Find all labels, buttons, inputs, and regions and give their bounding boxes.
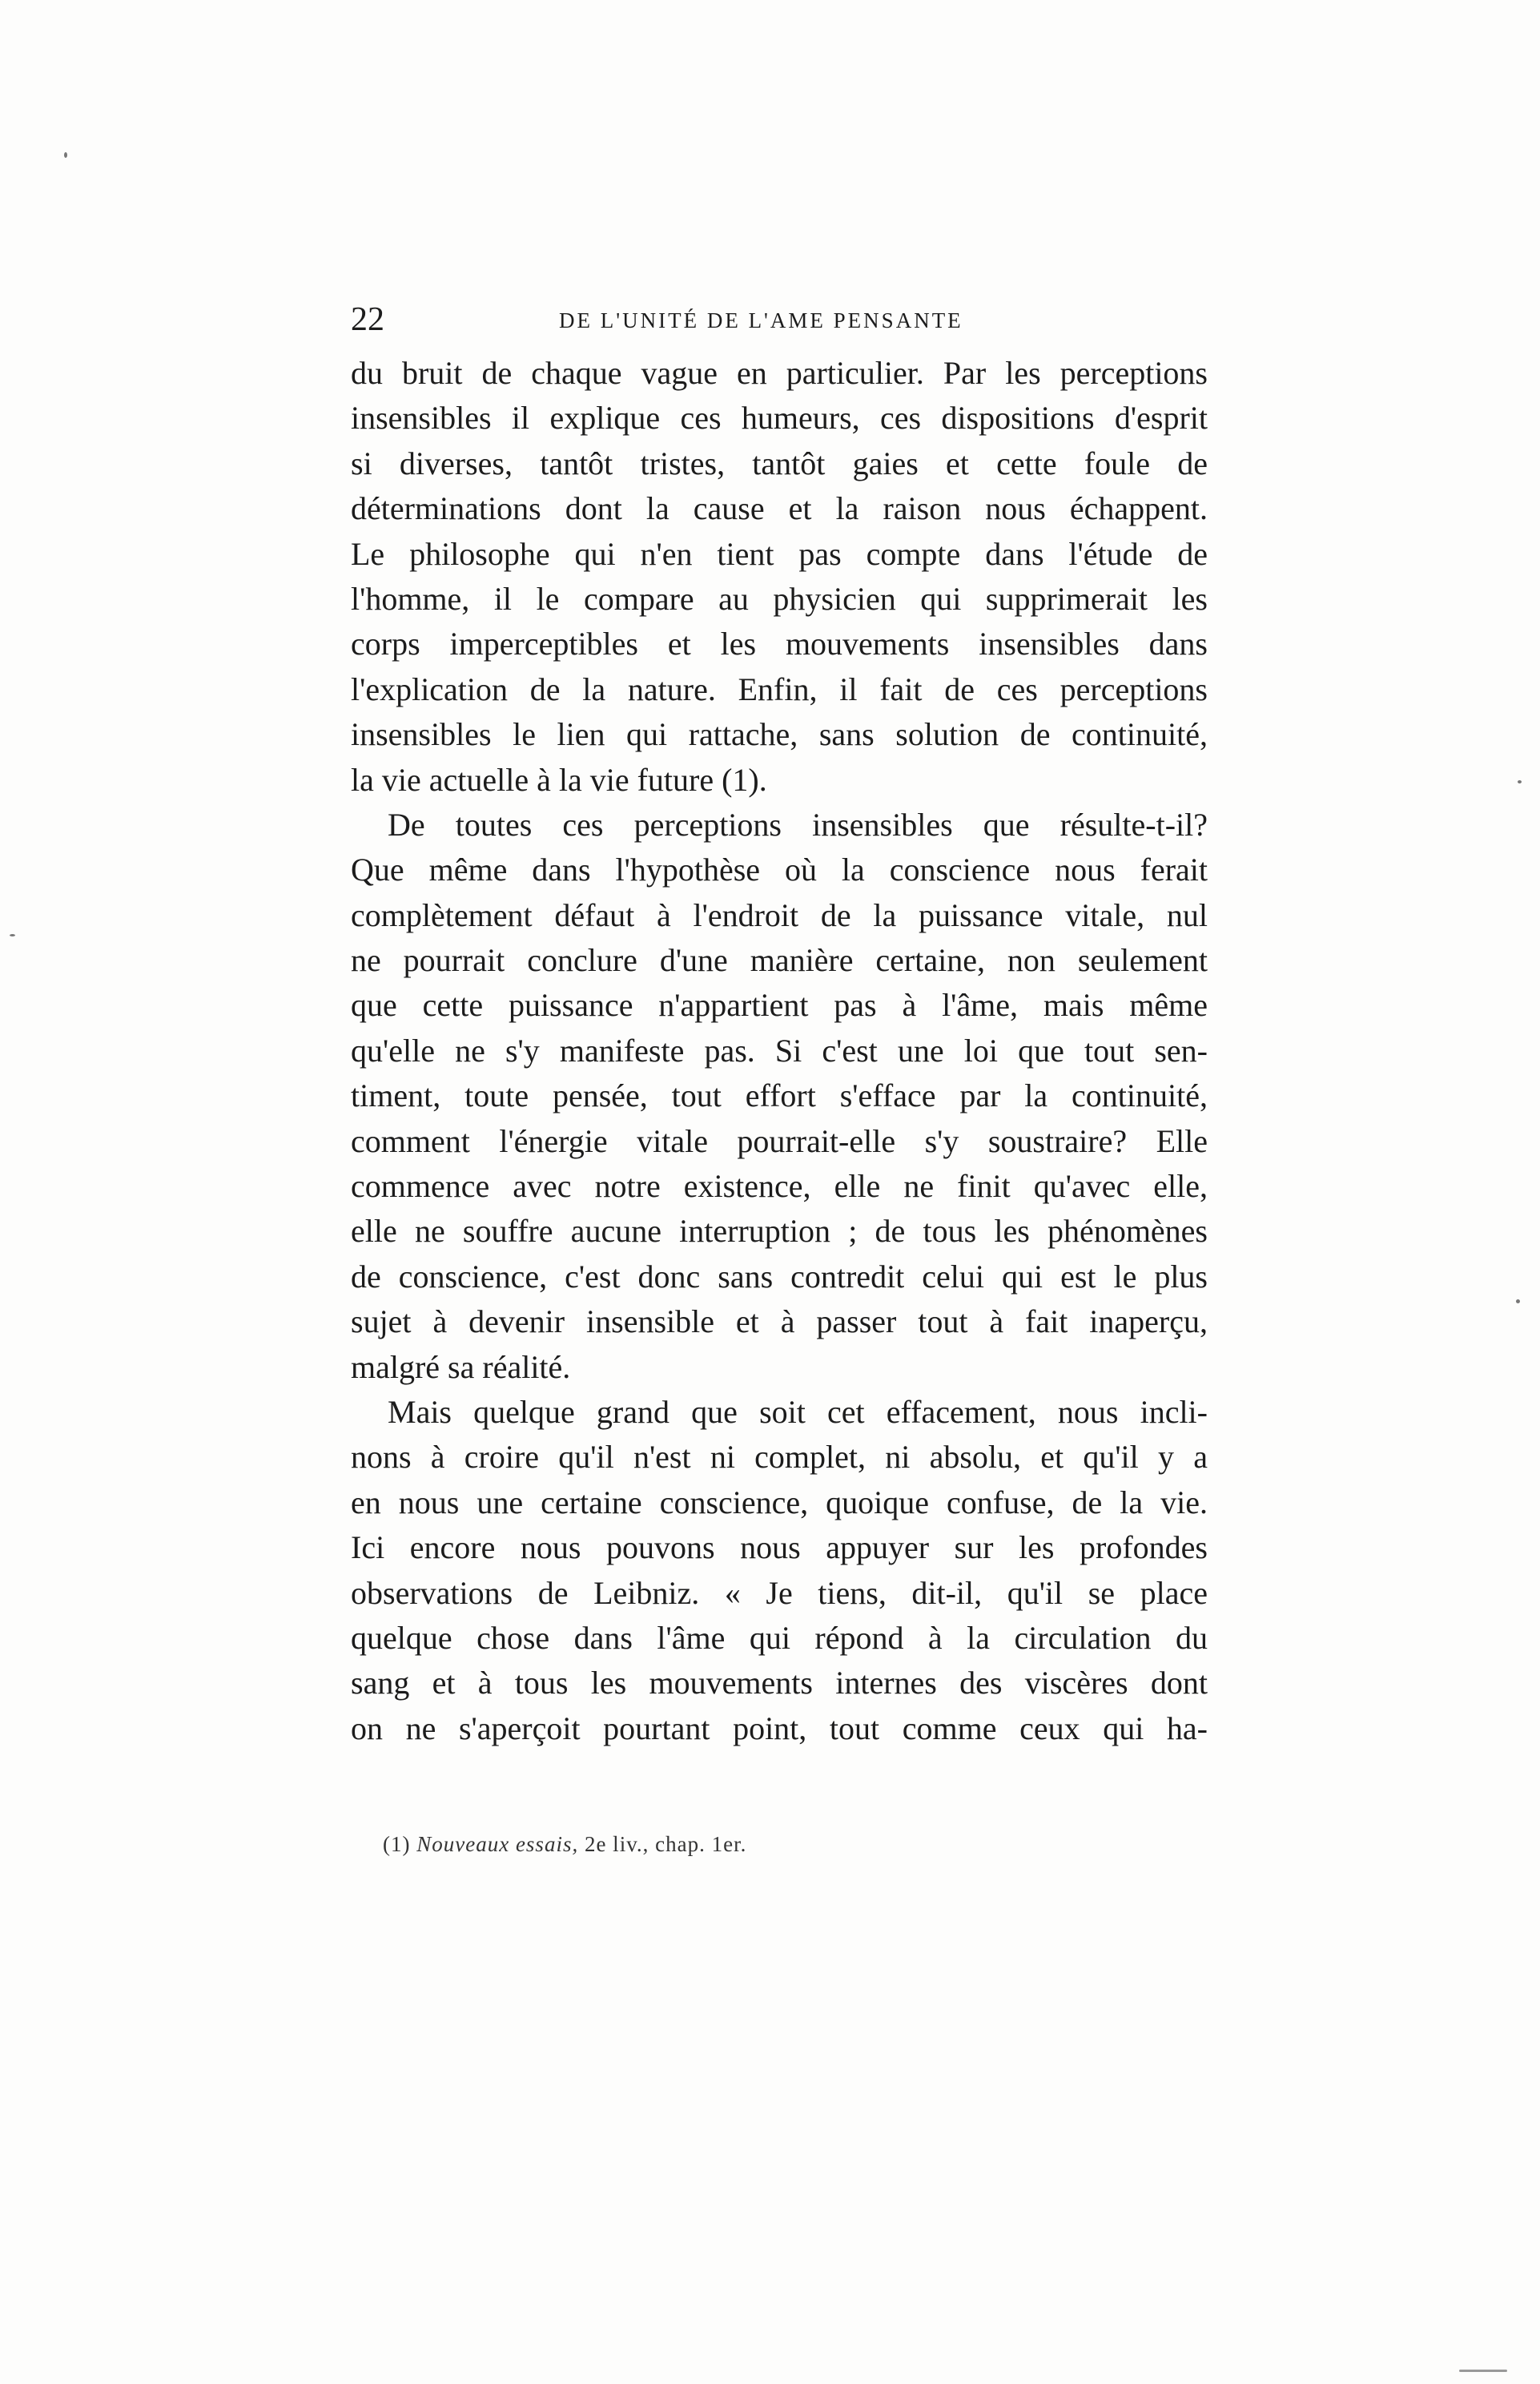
- text-line: en nous une certaine conscience, quoique confuse, de la vie.: [351, 1484, 1208, 1520]
- text-line: complètement défaut à l'endroit de la puissance vitale, nul: [351, 896, 1208, 933]
- text-line: nons à croire qu'il n'est ni complet, ni absolu, et qu'il y a: [351, 1439, 1208, 1476]
- paragraph-start-line: De toutes ces perceptions insensibles que résulte-t-il?: [388, 806, 1208, 843]
- text-line: Le philosophe qui n'en tient pas compte dans l'étude de: [351, 535, 1208, 572]
- text-line: de conscience, c'est donc sans contredit celui qui est le plus: [351, 1258, 1208, 1295]
- footnote: [383, 1828, 746, 1860]
- scan-speck: [64, 152, 67, 158]
- scan-speck: [1518, 780, 1522, 783]
- text-line: l'homme, il le compare au physicien qui supprimerait les: [351, 580, 1208, 617]
- text-line: on ne s'aperçoit pourtant point, tout comme ceux qui ha-: [351, 1709, 1208, 1746]
- text-line: malgré sa réalité.: [351, 1348, 571, 1385]
- page-number: 22: [351, 301, 384, 338]
- running-head: [351, 300, 1208, 340]
- text-line: insensibles il explique ces humeurs, ces dispositions d'esprit: [351, 400, 1208, 437]
- text-line: la vie actuelle à la vie future (1).: [351, 761, 767, 798]
- text-line: corps imperceptibles et les mouvements insensibles dans: [351, 626, 1208, 662]
- footnote-reference: 2e liv., chap. 1er.: [584, 1832, 747, 1856]
- text-line: sang et à tous les mouvements internes des viscères dont: [351, 1665, 1208, 1701]
- footnote-title: Nouveaux essais,: [416, 1832, 579, 1856]
- text-line: du bruit de chaque vague en particulier. Par les perceptions: [351, 355, 1208, 391]
- paragraph-start-line: Mais quelque grand que soit cet effacement, nous incli-: [388, 1393, 1208, 1430]
- text-line: ne pourrait conclure d'une manière certaine, non seulement: [351, 942, 1208, 979]
- text-line: elle ne souffre aucune interruption ; de tous les phénomènes: [351, 1213, 1208, 1250]
- scan-speck: [10, 934, 15, 936]
- scan-speck: [1516, 1299, 1520, 1303]
- text-line: l'explication de la nature. Enfin, il fait de ces perceptions: [351, 670, 1208, 707]
- text-line: observations de Leibniz. « Je tiens, dit-il, qu'il se place: [351, 1574, 1208, 1611]
- text-line: Ici encore nous pouvons nous appuyer sur les profondes: [351, 1529, 1208, 1566]
- text-line: sujet à devenir insensible et à passer tout à fait inaperçu,: [351, 1303, 1208, 1340]
- text-line: insensibles le lien qui rattache, sans solution de continuité,: [351, 716, 1208, 753]
- text-line: Que même dans l'hypothèse où la conscience nous ferait: [351, 852, 1208, 888]
- text-line: quelque chose dans l'âme qui répond à la circulation du: [351, 1619, 1208, 1656]
- text-line: timent, toute pensée, tout effort s'efface par la continuité,: [351, 1077, 1208, 1114]
- text-line: déterminations dont la cause et la raison nous échappent.: [351, 490, 1208, 527]
- text-line: qu'elle ne s'y manifeste pas. Si c'est une loi que tout sen-: [351, 1032, 1208, 1069]
- footnote-marker: (1): [383, 1832, 411, 1856]
- scan-speck: [1459, 2370, 1507, 2372]
- text-line: si diverses, tantôt tristes, tantôt gaies et cette foule de: [351, 445, 1208, 481]
- text-line: que cette puissance n'appartient pas à l'âme, mais même: [351, 987, 1208, 1024]
- text-line: comment l'énergie vitale pourrait-elle s'y soustraire? Elle: [351, 1122, 1208, 1159]
- text-line: commence avec notre existence, elle ne finit qu'avec elle,: [351, 1168, 1208, 1205]
- body-text: [351, 351, 1208, 1751]
- running-title: DE L'UNITÉ DE L'AME PENSANTE: [559, 308, 963, 332]
